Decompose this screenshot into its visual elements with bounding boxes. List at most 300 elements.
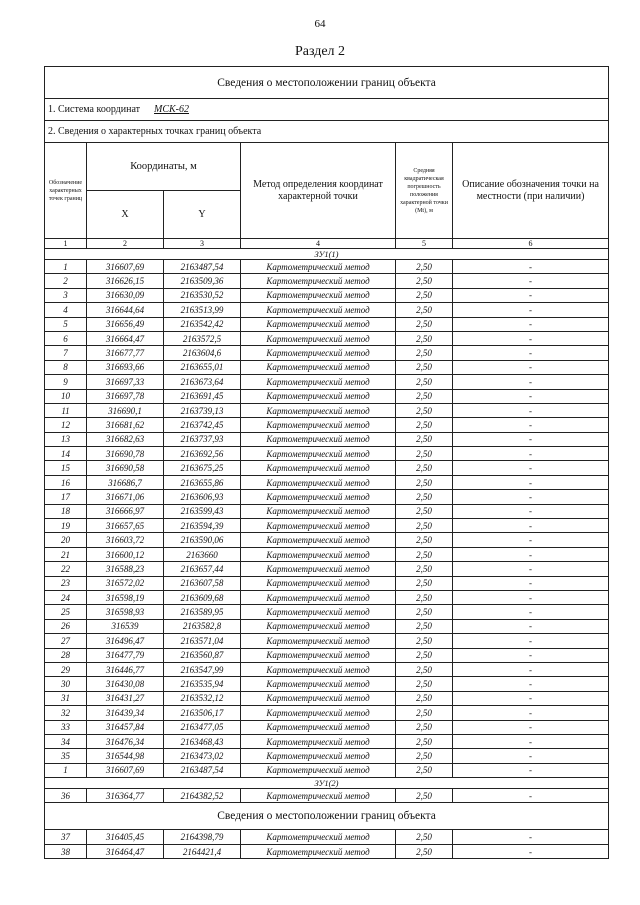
coord-y: 2163604,6 (164, 346, 241, 360)
table-row (45, 844, 609, 858)
method: Картометрический метод (241, 734, 396, 748)
point-id: 20 (45, 533, 87, 547)
coord-y: 2163535,94 (164, 677, 241, 691)
description: - (453, 634, 609, 648)
coord-x: 316690,1 (87, 403, 164, 417)
coord-y: 2164421,4 (164, 844, 241, 858)
coord-y: 2163606,93 (164, 490, 241, 504)
description: - (453, 720, 609, 734)
description: - (453, 475, 609, 489)
table-row (45, 504, 609, 518)
point-id: 26 (45, 619, 87, 633)
method: Картометрический метод (241, 648, 396, 662)
table-row (45, 375, 609, 389)
accuracy: 2,50 (396, 303, 453, 317)
coord-system (45, 99, 609, 121)
table-row (45, 720, 609, 734)
table-row (45, 519, 609, 533)
coord-x: 316644,64 (87, 303, 164, 317)
header-coordinates: Координаты, м (87, 143, 241, 191)
coord-y: 2163692,56 (164, 447, 241, 461)
accuracy: 2,50 (396, 260, 453, 274)
column-number: 5 (396, 239, 453, 249)
coord-system-label: 1. Система координат (48, 104, 141, 115)
coord-x: 316439,34 (87, 706, 164, 720)
table-row (45, 432, 609, 446)
header-method: Метод определения координат характерной точки (241, 143, 396, 239)
method: Картометрический метод (241, 519, 396, 533)
table-row (45, 317, 609, 331)
table-row (45, 403, 609, 417)
coord-x: 316607,69 (87, 260, 164, 274)
page-number: 64 (314, 18, 326, 30)
coord-x: 316671,06 (87, 490, 164, 504)
point-id: 10 (45, 389, 87, 403)
point-id: 37 (45, 830, 87, 844)
description: - (453, 844, 609, 858)
accuracy: 2,50 (396, 662, 453, 676)
coord-y: 2163737,93 (164, 432, 241, 446)
table-row (45, 662, 609, 676)
method: Картометрический метод (241, 662, 396, 676)
method: Картометрический метод (241, 331, 396, 345)
description: - (453, 590, 609, 604)
coord-x: 316477,79 (87, 648, 164, 662)
method: Картометрический метод (241, 763, 396, 777)
point-id: 21 (45, 547, 87, 561)
coord-y: 2163675,25 (164, 461, 241, 475)
point-id: 36 (45, 789, 87, 803)
coord-y: 2163473,02 (164, 749, 241, 763)
description: - (453, 576, 609, 590)
coord-y: 2163742,45 (164, 418, 241, 432)
coord-x: 316693,66 (87, 360, 164, 374)
point-id: 34 (45, 734, 87, 748)
table-row (45, 677, 609, 691)
description: - (453, 691, 609, 705)
table-row (45, 490, 609, 504)
coord-y: 2163599,43 (164, 504, 241, 518)
coord-y: 2163530,52 (164, 288, 241, 302)
coord-y: 2164398,79 (164, 830, 241, 844)
accuracy: 2,50 (396, 533, 453, 547)
description: - (453, 562, 609, 576)
coord-x: 316496,47 (87, 634, 164, 648)
point-id: 16 (45, 475, 87, 489)
description: - (453, 619, 609, 633)
table-row (45, 274, 609, 288)
point-id: 8 (45, 360, 87, 374)
method: Картометрический метод (241, 720, 396, 734)
method: Картометрический метод (241, 461, 396, 475)
table-row (45, 648, 609, 662)
coord-y: 2163594,39 (164, 519, 241, 533)
coord-y: 2163571,04 (164, 634, 241, 648)
method: Картометрический метод (241, 490, 396, 504)
section-title: Раздел 2 (294, 44, 346, 59)
coord-x: 316690,78 (87, 447, 164, 461)
method: Картометрический метод (241, 533, 396, 547)
table-row (45, 418, 609, 432)
column-number: 2 (87, 239, 164, 249)
method: Картометрический метод (241, 346, 396, 360)
table-row (45, 447, 609, 461)
coord-x: 316603,72 (87, 533, 164, 547)
accuracy: 2,50 (396, 590, 453, 604)
accuracy: 2,50 (396, 490, 453, 504)
method: Картометрический метод (241, 432, 396, 446)
table-row (45, 288, 609, 302)
group-row (45, 778, 609, 789)
accuracy: 2,50 (396, 360, 453, 374)
coord-x: 316598,19 (87, 590, 164, 604)
coord-y: 2163547,99 (164, 662, 241, 676)
point-id: 11 (45, 403, 87, 417)
accuracy: 2,50 (396, 547, 453, 561)
coord-x: 316677,77 (87, 346, 164, 360)
column-number: 6 (453, 239, 609, 249)
point-id: 3 (45, 288, 87, 302)
point-id: 27 (45, 634, 87, 648)
description: - (453, 375, 609, 389)
table-body (45, 67, 609, 859)
coord-x: 316682,63 (87, 432, 164, 446)
coord-x: 316656,49 (87, 317, 164, 331)
accuracy: 2,50 (396, 331, 453, 345)
accuracy: 2,50 (396, 576, 453, 590)
second-table-title: Сведения о местоположении границ объекта (45, 803, 609, 830)
points-heading: 2. Сведения о характерных точках границ объекта (45, 121, 609, 143)
description: - (453, 360, 609, 374)
point-id: 28 (45, 648, 87, 662)
accuracy: 2,50 (396, 375, 453, 389)
coord-x: 316657,65 (87, 519, 164, 533)
coord-y: 2163655,01 (164, 360, 241, 374)
coord-x: 316630,09 (87, 288, 164, 302)
method: Картометрический метод (241, 288, 396, 302)
coord-y: 2163487,54 (164, 763, 241, 777)
accuracy: 2,50 (396, 403, 453, 417)
table-title: Сведения о местоположении границ объекта (45, 67, 609, 99)
point-id: 31 (45, 691, 87, 705)
table-row (45, 547, 609, 561)
point-id: 1 (45, 260, 87, 274)
table-row (45, 576, 609, 590)
coord-system-value: МСК-62 (154, 104, 190, 115)
table-row (45, 360, 609, 374)
coord-y: 2163560,87 (164, 648, 241, 662)
table-row (45, 475, 609, 489)
point-id: 24 (45, 590, 87, 604)
method: Картометрический метод (241, 375, 396, 389)
group-name: ЗУ1(1) (45, 249, 609, 260)
coord-y: 2163477,05 (164, 720, 241, 734)
header-y: Y (164, 191, 241, 239)
accuracy: 2,50 (396, 605, 453, 619)
coord-x: 316446,77 (87, 662, 164, 676)
table-row (45, 389, 609, 403)
table-row (45, 562, 609, 576)
coord-x: 316607,69 (87, 763, 164, 777)
coord-y: 2163607,58 (164, 576, 241, 590)
accuracy: 2,50 (396, 677, 453, 691)
point-id: 14 (45, 447, 87, 461)
column-number: 4 (241, 239, 396, 249)
coord-x: 316544,98 (87, 749, 164, 763)
coord-y: 2163609,68 (164, 590, 241, 604)
coord-y: 2163487,54 (164, 260, 241, 274)
coord-y: 2163506,17 (164, 706, 241, 720)
coord-y: 2163513,99 (164, 303, 241, 317)
accuracy: 2,50 (396, 317, 453, 331)
column-number: 1 (45, 239, 87, 249)
accuracy: 2,50 (396, 619, 453, 633)
accuracy: 2,50 (396, 274, 453, 288)
description: - (453, 648, 609, 662)
coord-x: 316681,62 (87, 418, 164, 432)
header-x: X (87, 191, 164, 239)
table-row (45, 619, 609, 633)
description: - (453, 331, 609, 345)
method: Картометрический метод (241, 547, 396, 561)
table-row (45, 734, 609, 748)
coord-y: 2163582,8 (164, 619, 241, 633)
point-id: 19 (45, 519, 87, 533)
accuracy: 2,50 (396, 720, 453, 734)
description: - (453, 317, 609, 331)
table-row (45, 763, 609, 777)
coord-y: 2163590,06 (164, 533, 241, 547)
point-id: 7 (45, 346, 87, 360)
description: - (453, 461, 609, 475)
point-id: 22 (45, 562, 87, 576)
point-id: 32 (45, 706, 87, 720)
table-row (45, 331, 609, 345)
coord-x: 316626,15 (87, 274, 164, 288)
method: Картометрический метод (241, 677, 396, 691)
point-id: 18 (45, 504, 87, 518)
accuracy: 2,50 (396, 830, 453, 844)
point-id: 9 (45, 375, 87, 389)
coord-x: 316405,45 (87, 830, 164, 844)
table-row (45, 461, 609, 475)
coord-y: 2163739,13 (164, 403, 241, 417)
description: - (453, 763, 609, 777)
accuracy: 2,50 (396, 447, 453, 461)
table-row (45, 634, 609, 648)
accuracy: 2,50 (396, 844, 453, 858)
method: Картометрический метод (241, 619, 396, 633)
description: - (453, 519, 609, 533)
coord-y: 2163509,36 (164, 274, 241, 288)
coord-x: 316457,84 (87, 720, 164, 734)
coord-x: 316686,7 (87, 475, 164, 489)
header-designation: Обозначение характерных точек границ (45, 143, 87, 239)
coord-y: 2163468,43 (164, 734, 241, 748)
coord-x: 316666,97 (87, 504, 164, 518)
point-id: 23 (45, 576, 87, 590)
accuracy: 2,50 (396, 749, 453, 763)
coord-x: 316430,08 (87, 677, 164, 691)
table-row (45, 691, 609, 705)
table-row (45, 260, 609, 274)
method: Картометрический метод (241, 475, 396, 489)
method: Картометрический метод (241, 317, 396, 331)
column-numbers-row (45, 239, 609, 249)
description: - (453, 432, 609, 446)
table-row (45, 605, 609, 619)
description: - (453, 274, 609, 288)
method: Картометрический метод (241, 749, 396, 763)
description: - (453, 734, 609, 748)
coord-y: 2163657,44 (164, 562, 241, 576)
method: Картометрический метод (241, 789, 396, 803)
coord-x: 316364,77 (87, 789, 164, 803)
method: Картометрический метод (241, 360, 396, 374)
description: - (453, 303, 609, 317)
point-id: 29 (45, 662, 87, 676)
coord-x: 316598,93 (87, 605, 164, 619)
description: - (453, 260, 609, 274)
coord-x: 316588,23 (87, 562, 164, 576)
coord-x: 316539 (87, 619, 164, 633)
description: - (453, 533, 609, 547)
accuracy: 2,50 (396, 418, 453, 432)
description: - (453, 789, 609, 803)
method: Картометрический метод (241, 303, 396, 317)
accuracy: 2,50 (396, 504, 453, 518)
description: - (453, 504, 609, 518)
accuracy: 2,50 (396, 475, 453, 489)
coord-x: 316572,02 (87, 576, 164, 590)
method: Картометрический метод (241, 418, 396, 432)
description: - (453, 288, 609, 302)
point-id: 12 (45, 418, 87, 432)
accuracy: 2,50 (396, 691, 453, 705)
accuracy: 2,50 (396, 461, 453, 475)
method: Картометрический метод (241, 403, 396, 417)
coord-y: 2163572,5 (164, 331, 241, 345)
accuracy: 2,50 (396, 346, 453, 360)
accuracy: 2,50 (396, 734, 453, 748)
accuracy: 2,50 (396, 648, 453, 662)
coord-x: 316600,12 (87, 547, 164, 561)
point-id: 15 (45, 461, 87, 475)
description: - (453, 490, 609, 504)
group-row (45, 249, 609, 260)
table-row (45, 789, 609, 803)
method: Картометрический метод (241, 691, 396, 705)
accuracy: 2,50 (396, 763, 453, 777)
group-name: ЗУ1(2) (45, 778, 609, 789)
coord-x: 316464,47 (87, 844, 164, 858)
table-row (45, 346, 609, 360)
accuracy: 2,50 (396, 706, 453, 720)
description: - (453, 547, 609, 561)
point-id: 17 (45, 490, 87, 504)
point-id: 1 (45, 763, 87, 777)
header-description: Описание обозначения точки на местности (при наличии) (453, 143, 609, 239)
point-id: 33 (45, 720, 87, 734)
table-row (45, 706, 609, 720)
point-id: 5 (45, 317, 87, 331)
boundary-table (44, 66, 609, 859)
coord-x: 316664,47 (87, 331, 164, 345)
description: - (453, 346, 609, 360)
column-number: 3 (164, 239, 241, 249)
accuracy: 2,50 (396, 562, 453, 576)
method: Картометрический метод (241, 830, 396, 844)
coord-y: 2163655,86 (164, 475, 241, 489)
coord-x: 316431,27 (87, 691, 164, 705)
table-row (45, 303, 609, 317)
point-id: 30 (45, 677, 87, 691)
description: - (453, 605, 609, 619)
point-id: 25 (45, 605, 87, 619)
coord-y: 2163660 (164, 547, 241, 561)
point-id: 4 (45, 303, 87, 317)
method: Картометрический метод (241, 447, 396, 461)
description: - (453, 706, 609, 720)
coord-x: 316697,33 (87, 375, 164, 389)
table-row (45, 830, 609, 844)
method: Картометрический метод (241, 634, 396, 648)
description: - (453, 749, 609, 763)
header-accuracy: Средняя квадратическая погрешность положения характерной точки (Mt), м (396, 143, 453, 239)
coord-y: 2163691,45 (164, 389, 241, 403)
coord-y: 2163673,64 (164, 375, 241, 389)
accuracy: 2,50 (396, 288, 453, 302)
coord-y: 2164382,52 (164, 789, 241, 803)
description: - (453, 447, 609, 461)
method: Картометрический метод (241, 844, 396, 858)
accuracy: 2,50 (396, 789, 453, 803)
point-id: 6 (45, 331, 87, 345)
method: Картометрический метод (241, 590, 396, 604)
accuracy: 2,50 (396, 432, 453, 446)
method: Картометрический метод (241, 706, 396, 720)
description: - (453, 662, 609, 676)
point-id: 13 (45, 432, 87, 446)
accuracy: 2,50 (396, 389, 453, 403)
method: Картометрический метод (241, 260, 396, 274)
point-id: 38 (45, 844, 87, 858)
accuracy: 2,50 (396, 519, 453, 533)
method: Картометрический метод (241, 274, 396, 288)
method: Картометрический метод (241, 504, 396, 518)
method: Картометрический метод (241, 576, 396, 590)
point-id: 2 (45, 274, 87, 288)
table-row (45, 590, 609, 604)
coord-y: 2163542,42 (164, 317, 241, 331)
table-row (45, 533, 609, 547)
description: - (453, 403, 609, 417)
point-id: 35 (45, 749, 87, 763)
method: Картометрический метод (241, 389, 396, 403)
coord-y: 2163532,12 (164, 691, 241, 705)
coord-x: 316690,58 (87, 461, 164, 475)
description: - (453, 389, 609, 403)
accuracy: 2,50 (396, 634, 453, 648)
method: Картометрический метод (241, 562, 396, 576)
description: - (453, 830, 609, 844)
method: Картометрический метод (241, 605, 396, 619)
table-row (45, 749, 609, 763)
coord-x: 316697,78 (87, 389, 164, 403)
coord-y: 2163589,95 (164, 605, 241, 619)
description: - (453, 677, 609, 691)
coord-x: 316476,34 (87, 734, 164, 748)
